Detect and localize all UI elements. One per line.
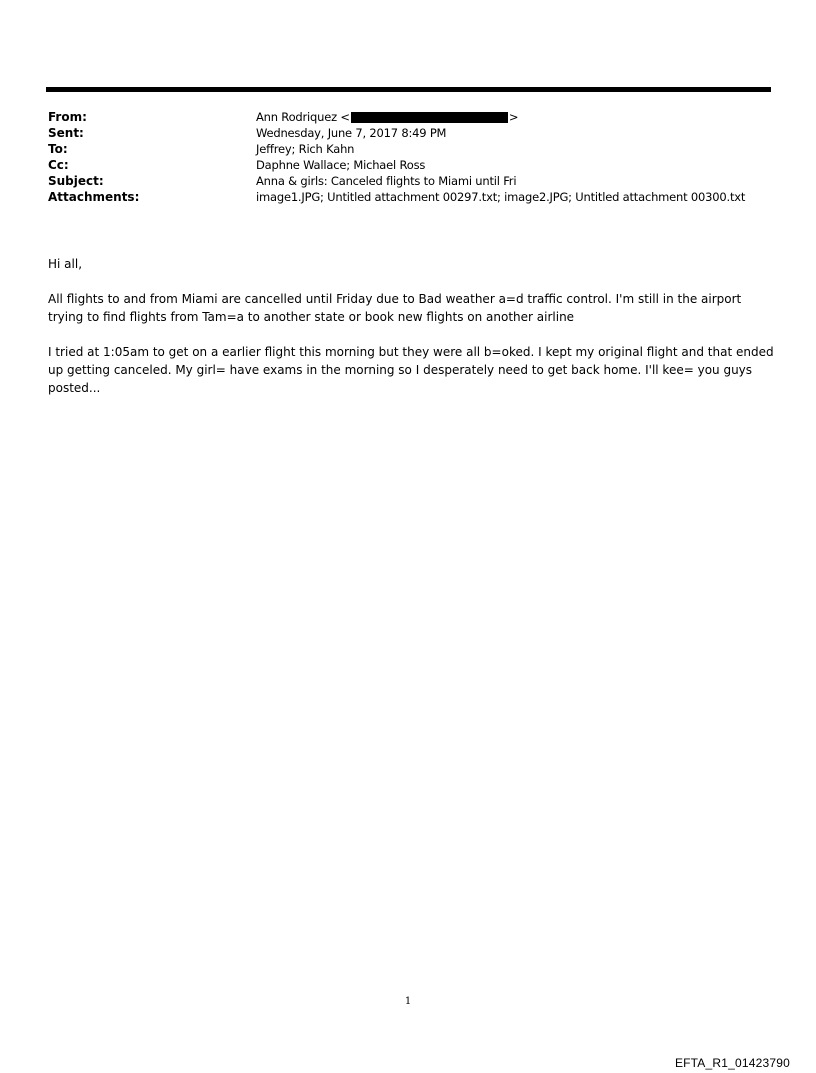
document-id: EFTA_R1_01423790 [674,1056,790,1070]
greeting: Hi all, [48,257,83,271]
from-close: > [508,110,519,124]
sent-row [48,125,778,141]
body-paragraph-2: I tried at 1:05am to get on a earlier flight this morning but they were all b=oked. I kept my original flight and that ended up getting canceled. My girl= have exams in the morning so I desperately need to get back home. I'll kee= you guys posted... [48,345,774,395]
redaction-block [351,112,508,123]
cc-value: Daphne Wallace; Michael Ross [256,158,426,172]
from-name: Ann Rodriquez < [256,110,350,124]
attachments-label: Attachments: [48,190,140,204]
email-body [48,255,778,414]
sent-label: Sent: [48,126,84,140]
body-paragraph-1: All flights to and from Miami are cancelled until Friday due to Bad weather a=d traffic control. I'm still in the airport trying to find flights from Tam=a to another state or book new flights on another airline [48,292,742,324]
from-label: From: [48,110,87,124]
subject-label: Subject: [48,174,104,188]
attachments-value: image1.JPG; Untitled attachment 00297.txt; image2.JPG; Untitled attachment 00300.txt [256,190,746,204]
email-header [48,109,778,205]
page-number: 1 [404,996,412,1007]
from-row [48,109,778,125]
header-rule [46,87,771,92]
to-label: To: [48,142,68,156]
attachments-row [48,189,778,205]
from-value [256,109,518,125]
subject-row [48,173,778,189]
sent-value: Wednesday, June 7, 2017 8:49 PM [256,126,447,140]
cc-label: Cc: [48,158,69,172]
to-row [48,141,778,157]
subject-value: Anna & girls: Canceled flights to Miami until Fri [256,174,517,188]
cc-row [48,157,778,173]
to-value: Jeffrey; Rich Kahn [256,142,355,156]
